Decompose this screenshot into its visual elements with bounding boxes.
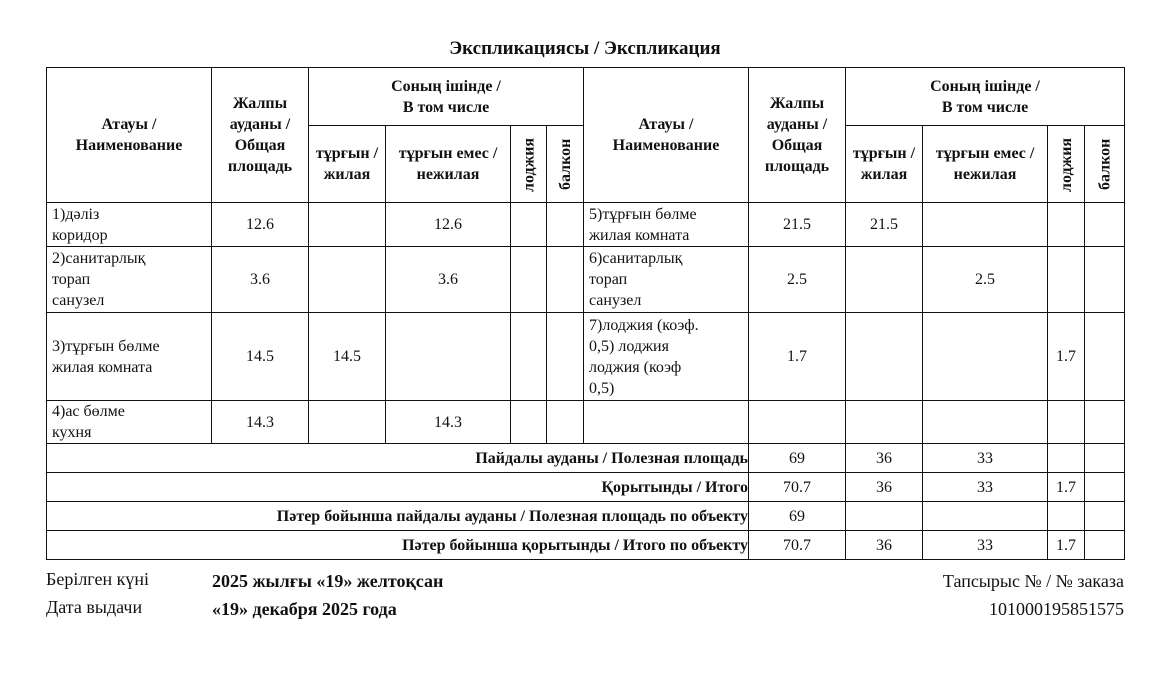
- summary-label: Пәтер бойынша пайдалы ауданы / Полезная площадь по объекту: [47, 502, 749, 531]
- header-name-left: Атауы / Наименование: [47, 68, 212, 203]
- room-nonliving: 3.6: [386, 247, 511, 313]
- room-loggia: [511, 247, 547, 313]
- room-name: 3)тұрғын бөлме жилая комната: [47, 313, 212, 401]
- order-info: [943, 567, 1124, 623]
- room-name: 1)дәліз коридор: [47, 203, 212, 247]
- summary-nonliving: [923, 502, 1048, 531]
- summary-loggia: 1.7: [1048, 531, 1085, 560]
- summary-total: 69: [749, 502, 846, 531]
- summary-nonliving: 33: [923, 531, 1048, 560]
- summary-nonliving: 33: [923, 473, 1048, 502]
- summary-living: 36: [846, 473, 923, 502]
- summary-total: 70.7: [749, 531, 846, 560]
- header-living-right: тұрғын / жилая: [846, 126, 923, 203]
- room-loggia: 1.7: [1048, 313, 1085, 401]
- room-balcony: [547, 203, 584, 247]
- header-nonliving-right: тұрғын емес / нежилая: [923, 126, 1048, 203]
- summary-balcony: [1085, 531, 1125, 560]
- table-row: [47, 203, 1125, 247]
- room-total: [749, 401, 846, 444]
- document-title: Экспликациясы / Экспликация: [449, 38, 721, 59]
- issue-date-kz: 2025 жылғы «19» желтоқсан: [212, 571, 444, 591]
- summary-nonliving: 33: [923, 444, 1048, 473]
- summary-row-useful: [47, 444, 1125, 473]
- summary-balcony: [1085, 473, 1125, 502]
- room-living: [309, 247, 386, 313]
- room-living: [846, 247, 923, 313]
- table-row: [47, 401, 1125, 444]
- header-total-right: Жалпы ауданы / Общая площадь: [749, 68, 846, 203]
- issue-label-kz: Берілген күні: [46, 569, 149, 589]
- room-total: 14.3: [212, 401, 309, 444]
- room-balcony: [547, 247, 584, 313]
- header-total-left: Жалпы ауданы / Общая площадь: [212, 68, 309, 203]
- room-total: 12.6: [212, 203, 309, 247]
- room-nonliving: [923, 401, 1048, 444]
- room-balcony: [547, 401, 584, 444]
- room-nonliving: 2.5: [923, 247, 1048, 313]
- room-living: [846, 313, 923, 401]
- summary-total: 70.7: [749, 473, 846, 502]
- room-nonliving: [923, 313, 1048, 401]
- header-name-right: Атауы / Наименование: [584, 68, 749, 203]
- summary-loggia: [1048, 444, 1085, 473]
- room-loggia: [511, 313, 547, 401]
- header-balcony-left-label: балкон: [556, 138, 574, 190]
- header-loggia-left-label: лоджия: [520, 136, 537, 192]
- header-living-left: тұрғын / жилая: [309, 126, 386, 203]
- room-balcony: [1085, 313, 1125, 401]
- room-living: 21.5: [846, 203, 923, 247]
- summary-living: [846, 502, 923, 531]
- summary-label: Қорытынды / Итого: [47, 473, 749, 502]
- summary-living: 36: [846, 531, 923, 560]
- room-living: 14.5: [309, 313, 386, 401]
- order-label: Тапсырыс № / № заказа: [942, 571, 1124, 591]
- issue-label-ru: Дата выдачи: [46, 597, 143, 617]
- header-balcony-right: [1085, 126, 1125, 203]
- summary-label: Пайдалы ауданы / Полезная площадь: [47, 444, 749, 473]
- issue-date-ru: «19» декабря 2025 года: [212, 599, 397, 619]
- issue-date-labels: [46, 565, 149, 621]
- room-nonliving: 14.3: [386, 401, 511, 444]
- room-living: [846, 401, 923, 444]
- room-name: 6)санитарлық торап санузел: [584, 247, 749, 313]
- header-loggia-right: [1048, 126, 1085, 203]
- room-loggia: [1048, 203, 1085, 247]
- room-name: [584, 401, 749, 444]
- room-total: 3.6: [212, 247, 309, 313]
- summary-row-total: [47, 473, 1125, 502]
- header-balcony-right-label: балкон: [1096, 138, 1113, 190]
- header-including-left: Соның ішінде / В том числе: [309, 68, 584, 126]
- header-loggia-left: [511, 126, 547, 203]
- summary-balcony: [1085, 502, 1125, 531]
- room-name: 7)лоджия (коэф. 0,5) лоджия лоджия (коэф 0,5): [584, 313, 749, 401]
- summary-label: Пәтер бойынша қорытынды / Итого по объекту: [47, 531, 749, 560]
- summary-row-object-total: [47, 531, 1125, 560]
- room-loggia: [1048, 247, 1085, 313]
- room-total: 2.5: [749, 247, 846, 313]
- summary-loggia: [1048, 502, 1085, 531]
- header-nonliving-left: тұрғын емес / нежилая: [386, 126, 511, 203]
- room-balcony: [1085, 247, 1125, 313]
- room-balcony: [547, 313, 584, 401]
- header-balcony-left: [547, 126, 584, 203]
- header-row-1: [47, 68, 1125, 126]
- room-loggia: [511, 203, 547, 247]
- table-row: [47, 247, 1125, 313]
- summary-balcony: [1085, 444, 1125, 473]
- order-number: 101000195851575: [989, 599, 1124, 619]
- room-nonliving: [386, 313, 511, 401]
- table-row: [47, 313, 1125, 401]
- room-living: [309, 203, 386, 247]
- summary-living: 36: [846, 444, 923, 473]
- room-nonliving: 12.6: [386, 203, 511, 247]
- room-balcony: [1085, 203, 1125, 247]
- room-loggia: [1048, 401, 1085, 444]
- summary-row-object-useful: [47, 502, 1125, 531]
- room-name: 2)санитарлық торап санузел: [47, 247, 212, 313]
- room-balcony: [1085, 401, 1125, 444]
- issue-date-values: [212, 567, 443, 623]
- room-name: 5)тұрғын бөлме жилая комната: [584, 203, 749, 247]
- summary-loggia: 1.7: [1048, 473, 1085, 502]
- summary-total: 69: [749, 444, 846, 473]
- explication-table: [46, 67, 1125, 560]
- room-total: 1.7: [749, 313, 846, 401]
- room-living: [309, 401, 386, 444]
- header-including-right: Соның ішінде / В том числе: [846, 68, 1125, 126]
- room-total: 14.5: [212, 313, 309, 401]
- room-loggia: [511, 401, 547, 444]
- header-loggia-right-label: лоджия: [1057, 136, 1075, 192]
- room-nonliving: [923, 203, 1048, 247]
- room-total: 21.5: [749, 203, 846, 247]
- room-name: 4)ас бөлме кухня: [47, 401, 212, 444]
